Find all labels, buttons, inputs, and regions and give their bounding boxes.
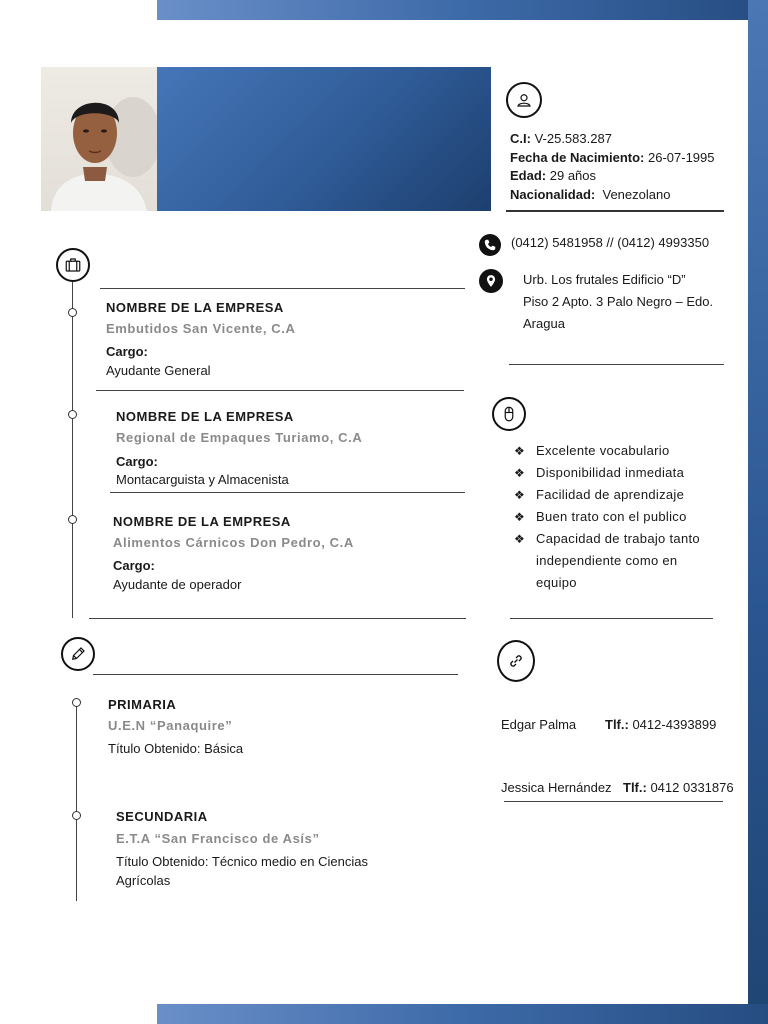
age-label: Edad: — [510, 168, 547, 183]
phone-icon — [479, 234, 501, 256]
briefcase-icon — [56, 248, 90, 282]
reference-tel-label: Tlf.: — [605, 717, 629, 732]
bullet-icon: ❖ — [514, 466, 526, 480]
header-panel — [157, 67, 491, 211]
profile-photo — [41, 67, 157, 211]
bottom-accent-band — [157, 1004, 768, 1024]
mouse-icon — [492, 397, 526, 431]
experience-heading: NOMBRE DE LA EMPRESA — [113, 514, 291, 529]
skill-item: ❖ Facilidad de aprendizaje — [514, 484, 739, 506]
reference-phone-line — [623, 779, 734, 796]
divider — [100, 288, 465, 289]
experience-role: Ayudante de operador — [113, 577, 242, 592]
address-line-2: Piso 2 Apto. 3 Palo Negro – Edo. — [523, 294, 714, 309]
skill-item: ❖ Excelente vocabulario — [514, 440, 739, 462]
reference-name: Jessica Hernández — [501, 780, 612, 795]
experience-company: Regional de Empaques Turiamo, C.A — [116, 430, 363, 445]
bullet-icon: ❖ — [514, 532, 526, 546]
experience-heading: NOMBRE DE LA EMPRESA — [116, 409, 294, 424]
timeline-dot — [72, 811, 81, 820]
nationality-line — [510, 186, 670, 203]
skill-item: ❖ Disponibilidad inmediata — [514, 462, 739, 484]
experience-company: Alimentos Cárnicos Don Pedro, C.A — [113, 535, 354, 550]
skill-item: ❖ Buen trato con el publico — [514, 506, 739, 528]
pencil-icon — [61, 637, 95, 671]
experience-role-label: Cargo: — [116, 454, 158, 469]
reference-tel: 0412-4393899 — [632, 717, 717, 732]
experience-role-label: Cargo: — [113, 558, 155, 573]
divider — [93, 674, 458, 675]
divider — [504, 801, 723, 802]
link-icon — [497, 640, 535, 682]
timeline-dot — [68, 515, 77, 524]
divider — [110, 492, 465, 493]
experience-company: Embutidos San Vicente, C.A — [106, 321, 296, 336]
top-accent-band — [157, 0, 768, 20]
timeline-dot — [68, 308, 77, 317]
reference-tel-label: Tlf.: — [623, 780, 647, 795]
nationality-value: Venezolano — [602, 187, 671, 202]
address-line-1: Urb. Los frutales Edificio “D” — [523, 272, 686, 287]
skill-item-continuation: independiente como en — [536, 553, 678, 568]
experience-timeline — [72, 282, 73, 618]
bullet-icon: ❖ — [514, 510, 526, 524]
skills-list — [514, 440, 739, 594]
bullet-icon: ❖ — [514, 488, 526, 502]
right-accent-band — [748, 0, 768, 1024]
nationality-label: Nacionalidad: — [510, 187, 596, 202]
address-line-3: Aragua — [523, 316, 565, 331]
age-line — [510, 167, 596, 184]
birth-value: 26-07-1995 — [648, 150, 715, 165]
education-level: PRIMARIA — [108, 697, 177, 712]
timeline-dot — [72, 698, 81, 707]
divider — [509, 364, 724, 365]
map-pin-icon — [479, 269, 503, 293]
skill-item: ❖ Capacidad de trabajo tanto — [514, 528, 739, 550]
education-title: Título Obtenido: Básica — [108, 741, 244, 756]
education-title: Título Obtenido: Técnico medio en Ciencias — [116, 854, 368, 869]
ci-line — [510, 130, 612, 147]
person-photo-graphic — [41, 67, 157, 211]
birth-label: Fecha de Nacimiento: — [510, 150, 645, 165]
divider — [96, 390, 464, 391]
ci-value: V-25.583.287 — [534, 131, 612, 146]
age-value: 29 años — [549, 168, 597, 183]
divider — [89, 618, 466, 619]
ci-label: C.I: — [510, 131, 531, 146]
timeline-dot — [68, 410, 77, 419]
divider — [510, 618, 713, 619]
experience-role: Montacarguista y Almacenista — [116, 472, 289, 487]
experience-role-label: Cargo: — [106, 344, 148, 359]
reference-phone-line — [605, 716, 716, 733]
user-icon — [506, 82, 542, 118]
education-title-continuation: Agrícolas — [116, 873, 171, 888]
reference-tel: 0412 0331876 — [650, 780, 734, 795]
birth-line — [510, 149, 715, 166]
divider — [506, 210, 724, 212]
education-level: SECUNDARIA — [116, 809, 208, 824]
experience-heading: NOMBRE DE LA EMPRESA — [106, 300, 284, 315]
education-school: E.T.A “San Francisco de Asís” — [116, 831, 320, 846]
skill-item-continuation: equipo — [536, 575, 577, 590]
reference-name: Edgar Palma — [501, 717, 577, 732]
education-school: U.E.N “Panaquire” — [108, 718, 233, 733]
bullet-icon: ❖ — [514, 444, 526, 458]
education-timeline — [76, 700, 77, 901]
experience-role: Ayudante General — [106, 363, 211, 378]
phone-text: (0412) 5481958 // (0412) 4993350 — [511, 235, 710, 250]
